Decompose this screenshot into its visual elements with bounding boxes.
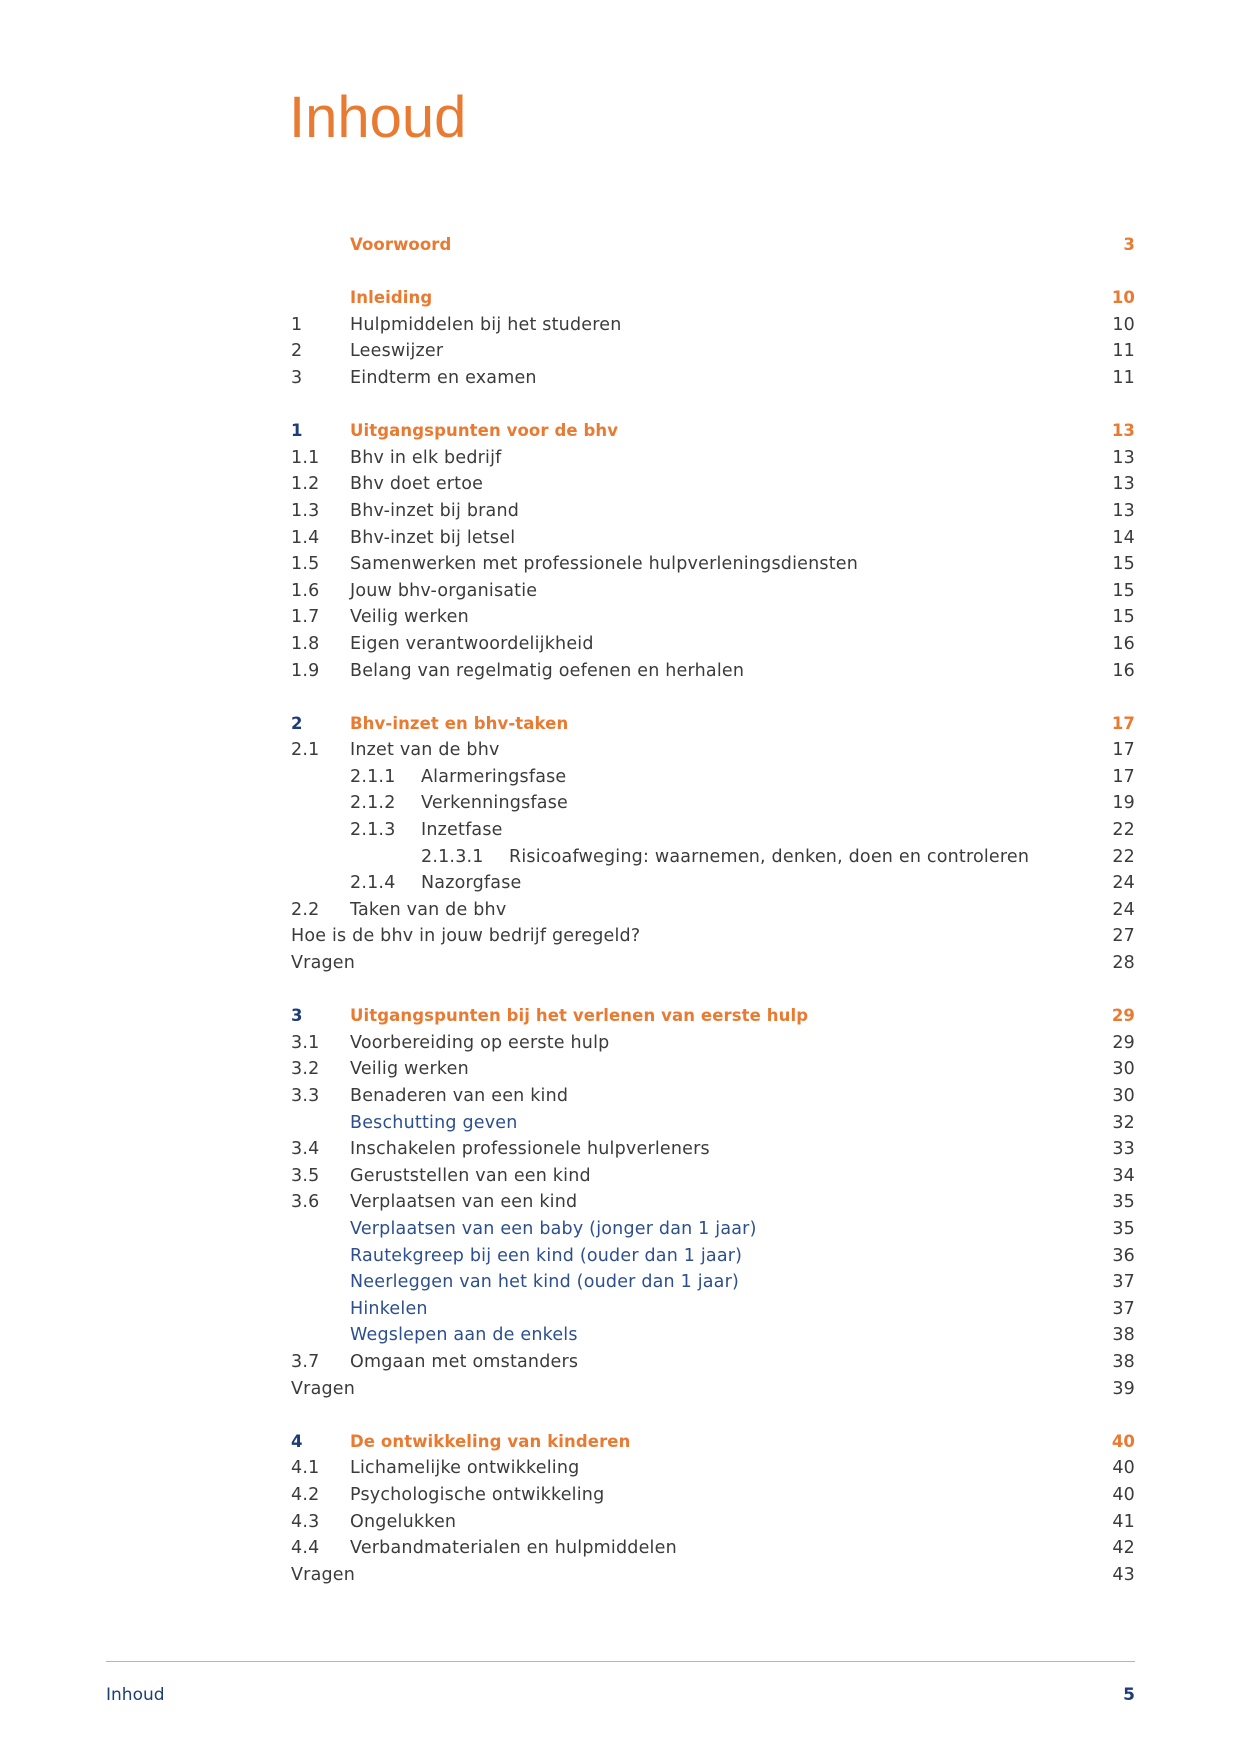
toc-entry-number: 1	[291, 421, 303, 441]
toc-entry-title: Uitgangspunten bij het verlenen van eerste hulp	[350, 1006, 809, 1026]
toc-chapter-entry	[291, 418, 1135, 445]
toc-entry-number: 2.1.1	[350, 766, 396, 787]
toc-entry-title: Leeswijzer	[350, 341, 444, 362]
toc-entry	[291, 1216, 1135, 1243]
toc-entry	[291, 923, 1135, 950]
toc-entry-title: Bhv in elk bedrijf	[350, 447, 502, 468]
toc-entry-page: 40	[1112, 1458, 1135, 1479]
toc-entry-title: Lichamelijke ontwikkeling	[350, 1458, 580, 1479]
toc-entry-number: 1.2	[291, 474, 320, 495]
toc-entry-title: Vragen	[291, 1564, 356, 1585]
toc-entry-page: 11	[1112, 367, 1135, 388]
toc-entry-title: Bhv doet ertoe	[350, 474, 484, 495]
toc-entry-number: 1.5	[291, 554, 320, 575]
toc-entry-number: 3	[291, 1006, 303, 1026]
toc-entry-title: Vragen	[291, 953, 356, 974]
toc-entry-page: 39	[1112, 1378, 1135, 1399]
toc-entry-number: 3.4	[291, 1139, 320, 1160]
toc-entry-title: Eigen verantwoordelijkheid	[350, 633, 594, 654]
toc-entry	[291, 817, 1135, 844]
toc-entry-title: Bhv-inzet en bhv-taken	[350, 713, 569, 733]
toc-entry-title: Risicoafweging: waarnemen, denken, doen en controleren	[509, 846, 1030, 867]
toc-entry-page: 30	[1112, 1086, 1135, 1106]
toc-entry-title: Veilig werken	[350, 607, 469, 628]
toc-entry-page: 3	[1123, 235, 1135, 254]
toc-chapter-entry	[291, 1003, 1135, 1030]
toc-entry-title: Neerleggen van het kind (ouder dan 1 jaar)	[350, 1272, 740, 1293]
toc-entry-number: 3.7	[291, 1351, 320, 1372]
toc-entry-title: Nazorgfase	[421, 873, 522, 894]
toc-entry-page: 35	[1112, 1192, 1135, 1213]
toc-entry-title: Hinkelen	[350, 1298, 428, 1319]
toc-entry-number: 4.4	[291, 1538, 320, 1559]
toc-entry-title: Bhv-inzet bij brand	[350, 500, 520, 521]
toc-entry-page: 17	[1112, 740, 1135, 761]
toc-entry	[291, 1189, 1135, 1216]
toc-entry-number: 2	[291, 713, 303, 733]
toc-entry-title: Hulpmiddelen bij het studeren	[350, 314, 622, 335]
toc-entry-title: Wegslepen aan de enkels	[350, 1325, 578, 1346]
toc-entry-page: 13	[1112, 474, 1135, 495]
toc-entry-number: 1.1	[291, 447, 320, 468]
toc-entry-page: 16	[1112, 633, 1135, 654]
toc-entry-page: 28	[1112, 953, 1135, 974]
toc-entry	[291, 737, 1135, 764]
toc-entry-page: 38	[1112, 1325, 1135, 1346]
toc-entry	[291, 445, 1135, 472]
toc-entry-page: 15	[1112, 607, 1135, 628]
toc-entry-number: 3	[291, 367, 303, 388]
toc-chapter-entry	[291, 285, 1135, 312]
toc-entry	[291, 1056, 1135, 1083]
toc-entry-page: 17	[1111, 713, 1135, 733]
toc-entry-number: 4.1	[291, 1458, 320, 1479]
toc-entry-page: 35	[1112, 1218, 1135, 1239]
toc-entry	[291, 790, 1135, 817]
footer-divider	[106, 1661, 1135, 1662]
toc-entry-page: 15	[1112, 580, 1135, 601]
toc-entry-page: 19	[1112, 793, 1135, 814]
toc-entry	[291, 1136, 1135, 1163]
toc-entry	[291, 897, 1135, 924]
toc-entry-number: 2.1.2	[350, 793, 396, 814]
toc-entry-number: 1.7	[291, 607, 320, 628]
toc-entry-page: 24	[1112, 899, 1135, 920]
toc-entry-title: Bhv-inzet bij letsel	[350, 527, 516, 548]
toc-entry-page: 22	[1112, 846, 1135, 867]
toc-entry-page: 30	[1112, 1059, 1135, 1080]
toc-entry-page: 43	[1112, 1564, 1135, 1585]
toc-entry-title: Inschakelen professionele hulpverleners	[350, 1139, 710, 1160]
toc-entry-page: 11	[1112, 341, 1135, 362]
toc-entry	[291, 551, 1135, 578]
toc-chapter-entry	[291, 711, 1135, 738]
toc-entry	[291, 1030, 1135, 1057]
toc-entry	[291, 525, 1135, 552]
toc-entry-page: 27	[1112, 926, 1135, 947]
toc-entry	[291, 1110, 1135, 1137]
toc-entry-title: De ontwikkeling van kinderen	[350, 1431, 631, 1451]
toc-entry-page: 10	[1111, 288, 1135, 308]
toc-entry-page: 24	[1112, 873, 1135, 894]
toc-entry-title: Jouw bhv-organisatie	[350, 580, 538, 601]
toc-chapter-entry	[291, 232, 1135, 259]
toc-entry-title: Verbandmaterialen en hulpmiddelen	[350, 1538, 677, 1559]
toc-entry-page: 29	[1111, 1006, 1135, 1026]
toc-entry-page: 41	[1112, 1511, 1135, 1532]
toc-entry-page: 37	[1112, 1272, 1135, 1293]
toc-entry-page: 40	[1112, 1484, 1135, 1505]
toc-entry	[291, 1349, 1135, 1376]
toc-entry	[291, 870, 1135, 897]
toc-entry-title: Verkenningsfase	[421, 793, 568, 814]
toc-entry	[291, 1296, 1135, 1323]
toc-entry-number: 4.3	[291, 1511, 320, 1532]
toc-entry-title: Inleiding	[350, 288, 433, 308]
toc-entry-page: 40	[1111, 1431, 1135, 1451]
toc-entry	[291, 1163, 1135, 1190]
toc-entry-title: Belang van regelmatig oefenen en herhalen	[350, 660, 745, 681]
toc-entry	[291, 338, 1135, 365]
toc-entry	[291, 950, 1135, 977]
toc-entry	[291, 658, 1135, 685]
toc-entry-page: 16	[1112, 660, 1135, 681]
toc-entry-title: Verplaatsen van een kind	[350, 1192, 578, 1213]
toc-entry-title: Omgaan met omstanders	[350, 1351, 579, 1372]
table-of-contents	[291, 232, 1135, 1588]
toc-entry	[291, 1322, 1135, 1349]
toc-entry-number: 2.2	[291, 899, 320, 920]
toc-chapter-entry	[291, 1429, 1135, 1456]
toc-entry-page: 13	[1112, 447, 1135, 468]
toc-entry-title: Verplaatsen van een baby (jonger dan 1 jaar)	[350, 1218, 757, 1239]
toc-entry-number: 1.6	[291, 580, 320, 601]
toc-entry-number: 1.9	[291, 660, 320, 681]
toc-entry-page: 13	[1112, 500, 1135, 521]
toc-entry-page: 34	[1112, 1165, 1135, 1186]
toc-entry-number: 1.8	[291, 633, 320, 654]
toc-entry	[291, 1482, 1135, 1509]
toc-entry-number: 1.3	[291, 500, 320, 521]
toc-entry-title: Rautekgreep bij een kind (ouder dan 1 jaar)	[350, 1245, 743, 1266]
toc-entry	[291, 764, 1135, 791]
toc-entry	[291, 498, 1135, 525]
toc-entry	[291, 1455, 1135, 1482]
toc-entry	[291, 365, 1135, 392]
toc-entry-page: 17	[1112, 766, 1135, 787]
toc-entry	[291, 1376, 1135, 1403]
toc-entry-title: Taken van de bhv	[350, 899, 507, 920]
toc-entry-title: Inzet van de bhv	[350, 740, 500, 761]
footer-page-number: 5	[1123, 1685, 1135, 1705]
toc-entry-page: 22	[1112, 820, 1135, 841]
toc-entry-page: 42	[1112, 1538, 1135, 1559]
toc-entry-title: Vragen	[291, 1378, 356, 1399]
toc-entry	[291, 1509, 1135, 1536]
toc-entry	[291, 604, 1135, 631]
toc-entry-page: 32	[1112, 1112, 1135, 1133]
toc-entry	[291, 578, 1135, 605]
toc-entry	[291, 471, 1135, 498]
toc-entry-number: 2.1.3.1	[421, 846, 484, 867]
toc-entry-number: 4.2	[291, 1484, 320, 1505]
toc-entry-title: Inzetfase	[421, 820, 503, 841]
toc-entry-number: 2	[291, 341, 303, 362]
toc-entry-number: 3.2	[291, 1059, 320, 1080]
toc-entry-page: 29	[1112, 1032, 1135, 1053]
toc-entry-page: 37	[1112, 1298, 1135, 1319]
toc-entry-number: 3.3	[291, 1086, 320, 1106]
toc-entry	[291, 312, 1135, 339]
toc-entry-title: Eindterm en examen	[350, 367, 537, 388]
toc-entry-title: Voorwoord	[350, 235, 452, 254]
toc-entry-number: 1	[291, 314, 303, 335]
toc-entry-title: Geruststellen van een kind	[350, 1165, 591, 1186]
toc-entry	[291, 1083, 1135, 1110]
toc-entry	[291, 844, 1135, 871]
toc-entry-page: 10	[1112, 314, 1135, 335]
toc-entry-title: Psychologische ontwikkeling	[350, 1484, 605, 1505]
toc-entry-title: Ongelukken	[350, 1511, 457, 1532]
toc-entry	[291, 1535, 1135, 1562]
toc-entry	[291, 1269, 1135, 1296]
footer-section-label: Inhoud	[106, 1685, 165, 1705]
toc-entry-page: 13	[1111, 421, 1135, 441]
toc-entry	[291, 631, 1135, 658]
toc-entry-number: 2.1.4	[350, 873, 396, 894]
toc-entry-page: 38	[1112, 1351, 1135, 1372]
toc-entry-number: 3.6	[291, 1192, 320, 1213]
toc-entry-title: Alarmeringsfase	[421, 766, 567, 787]
toc-entry-page: 15	[1112, 554, 1135, 575]
toc-entry	[291, 1243, 1135, 1270]
toc-entry-number: 1.4	[291, 527, 320, 548]
toc-entry-title: Samenwerken met professionele hulpverleningsdiensten	[350, 554, 859, 575]
toc-entry-number: 3.5	[291, 1165, 320, 1186]
toc-entry-title: Voorbereiding op eerste hulp	[350, 1032, 610, 1053]
toc-entry-number: 3.1	[291, 1032, 320, 1053]
toc-entry-number: 4	[291, 1431, 303, 1451]
toc-entry-title: Hoe is de bhv in jouw bedrijf geregeld?	[291, 926, 641, 947]
toc-entry-page: 36	[1112, 1245, 1135, 1266]
toc-entry-title: Veilig werken	[350, 1059, 469, 1080]
toc-entry-title: Uitgangspunten voor de bhv	[350, 421, 619, 441]
page-title: Inhoud	[289, 85, 467, 150]
toc-entry-number: 2.1.3	[350, 820, 396, 841]
toc-entry	[291, 1562, 1135, 1589]
toc-entry-title: Benaderen van een kind	[350, 1086, 569, 1106]
toc-entry-page: 14	[1112, 527, 1135, 548]
toc-entry-number: 2.1	[291, 740, 320, 761]
toc-entry-page: 33	[1112, 1139, 1135, 1160]
toc-entry-title: Beschutting geven	[350, 1112, 518, 1133]
